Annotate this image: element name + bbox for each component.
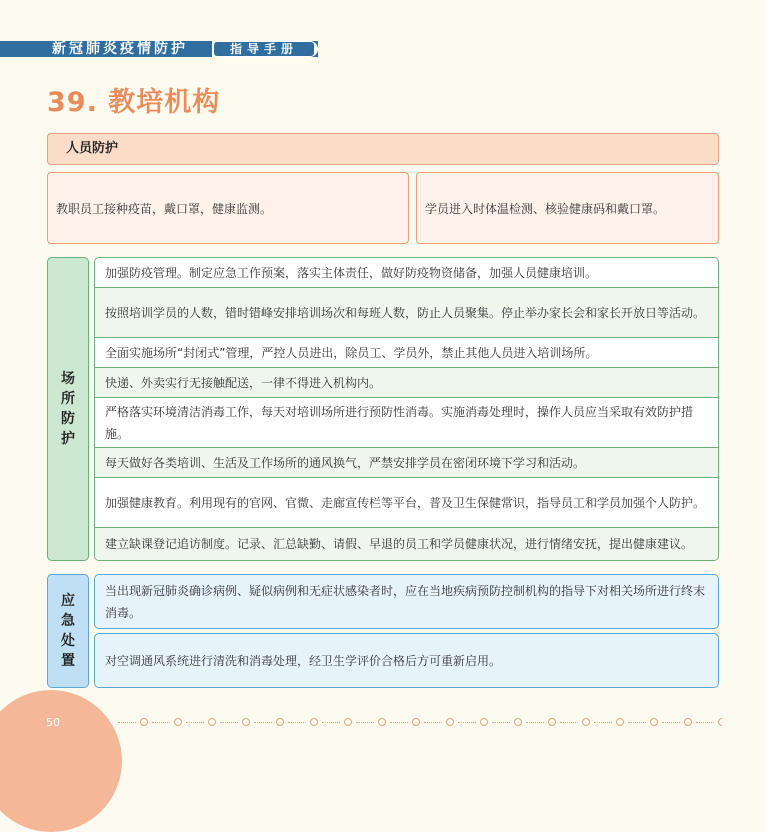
footer-ring <box>582 718 590 726</box>
emergency-item: 当出现新冠肺炎确诊病例、疑似病例和无症状感染者时，应在当地疾病预防控制机构的指导下对相关场所进行终末消毒。 <box>94 574 719 629</box>
footer-dash <box>696 722 714 723</box>
footer-dash <box>186 722 204 723</box>
site-protection-list <box>94 257 719 561</box>
footer-ring <box>684 718 692 726</box>
footer-ring <box>242 718 250 726</box>
footer-dash <box>356 722 374 723</box>
footer-ring <box>174 718 182 726</box>
footer-dash <box>390 722 408 723</box>
footer-dash <box>458 722 476 723</box>
footer-dot-segment <box>628 718 658 726</box>
footer-dash <box>322 722 340 723</box>
footer-dot-segment <box>322 718 352 726</box>
footer-ring <box>616 718 624 726</box>
footer-dash <box>662 722 680 723</box>
footer-ring <box>548 718 556 726</box>
footer-dot-segment <box>186 718 216 726</box>
header-title: 新冠肺炎疫情防护 <box>52 41 188 57</box>
footer-ring <box>140 718 148 726</box>
header-tab: 指导手册 <box>214 42 314 56</box>
footer-dot-segment <box>152 718 182 726</box>
footer-ring <box>446 718 454 726</box>
site-item: 建立缺课登记追访制度。记录、汇总缺勤、请假、早退的员工和学员健康状况，进行情绪安抚，提出健康建议。 <box>95 528 718 560</box>
personnel-heading: 人员防护 <box>47 133 719 165</box>
footer-dash <box>594 722 612 723</box>
footer-dash <box>118 722 136 723</box>
footer-dot-segment <box>118 718 148 726</box>
site-item: 严格落实环境清洁消毒工作，每天对培训场所进行预防性消毒。实施消毒处理时，操作人员应当采取有效防护措施。 <box>95 398 718 448</box>
emergency-label <box>47 574 89 688</box>
site-item: 加强健康教育。利用现有的官网、官微、走廊宣传栏等平台，普及卫生保健常识，指导员工和学员加强个人防护。 <box>95 478 718 528</box>
footer-dash <box>424 722 442 723</box>
site-item: 每天做好各类培训、生活及工作场所的通风换气，严禁安排学员在密闭环境下学习和活动。 <box>95 448 718 478</box>
footer-ring <box>514 718 522 726</box>
footer-ring <box>344 718 352 726</box>
footer-ring <box>718 718 722 726</box>
footer-dot-segment <box>492 718 522 726</box>
footer-dash <box>492 722 510 723</box>
site-item: 加强防疫管理。制定应急工作预案，落实主体责任，做好防疫物资储备，加强人员健康培训。 <box>95 258 718 288</box>
footer-dash <box>152 722 170 723</box>
footer-ring <box>378 718 386 726</box>
emergency-item: 对空调通风系统进行清洗和消毒处理，经卫生学评价合格后方可重新启用。 <box>94 633 719 688</box>
site-item: 快递、外卖实行无接触配送，一律不得进入机构内。 <box>95 368 718 398</box>
footer-dash <box>628 722 646 723</box>
footer-dot-segment <box>254 718 284 726</box>
footer-dot-segment <box>288 718 318 726</box>
footer-dot-segment <box>662 718 692 726</box>
footer-ring <box>412 718 420 726</box>
footer-ring <box>276 718 284 726</box>
footer-dot-segment <box>390 718 420 726</box>
footer-dot-segment <box>458 718 488 726</box>
footer-ring <box>208 718 216 726</box>
site-protection-label <box>47 257 89 561</box>
emergency-label-text: 应急处置 <box>61 593 75 669</box>
footer-dash <box>526 722 544 723</box>
footer-dotted-line <box>118 715 722 729</box>
footer-dash <box>288 722 306 723</box>
footer-dot-segment <box>560 718 590 726</box>
footer-dash <box>220 722 238 723</box>
site-item: 全面实施场所“封闭式”管理，严控人员进出，除员工、学员外，禁止其他人员进入培训场所。 <box>95 338 718 368</box>
footer-dash <box>254 722 272 723</box>
footer-dot-segment <box>696 718 722 726</box>
site-protection-label-text: 场所防护 <box>61 371 75 447</box>
footer-ring <box>480 718 488 726</box>
page-title: 39. 教培机构 <box>47 87 221 118</box>
footer-ring <box>310 718 318 726</box>
page-number: 50 <box>46 716 60 729</box>
footer-decoration <box>0 690 122 832</box>
personnel-item: 学员进入时体温检测、核验健康码和戴口罩。 <box>416 172 719 244</box>
footer-dot-segment <box>356 718 386 726</box>
personnel-item: 教职员工接种疫苗，戴口罩，健康监测。 <box>47 172 409 244</box>
footer-dash <box>560 722 578 723</box>
footer-ring <box>650 718 658 726</box>
site-item: 按照培训学员的人数，错时错峰安排培训场次和每班人数，防止人员聚集。停止举办家长会和家长开放日等活动。 <box>95 288 718 338</box>
footer-dot-segment <box>424 718 454 726</box>
footer-dot-segment <box>526 718 556 726</box>
footer-dot-segment <box>220 718 250 726</box>
footer-dot-segment <box>594 718 624 726</box>
